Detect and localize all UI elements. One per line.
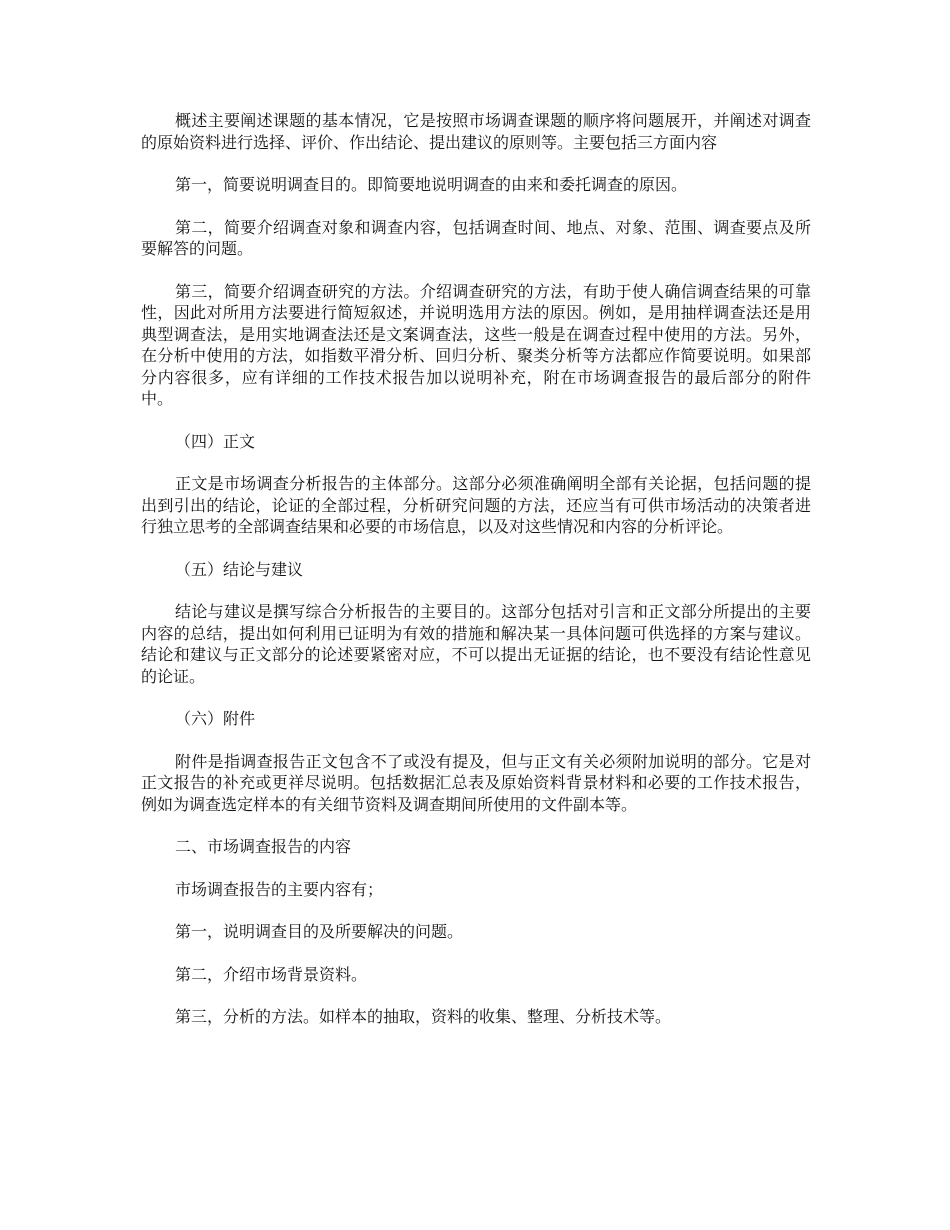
report-content-item-2: 第二，介绍市场背景资料。 <box>175 964 368 984</box>
section-heading-conclusion: （五）结论与建议 <box>175 559 304 579</box>
report-content-item-3: 第三，分析的方法。如样本的抽取，资料的收集、整理、分析技术等。 <box>175 1007 672 1026</box>
overview-paragraph: 概述主要阐述课题的基本情况，它是按照市场调查课题的顺序将问题展开，并阐述对调查的原始资料进行选择、评价、作出结论、提出建议的原则等。主要包括三方面内容 <box>141 111 811 152</box>
section-heading-appendix: （六）附件 <box>175 709 256 728</box>
main-body-paragraph: 正文是市场调查分析报告的主体部分。这部分必须准确阐明全部有关论据，包括问题的提出到引出的结论，论证的全部过程，分析研究问题的方法，还应当有可供市场活动的决策者进行独立思考的全部调查结果和必要的市场信息，以及对这些情况和内容的分析评论。 <box>141 474 811 536</box>
point-one-paragraph: 第一，简要说明调查目的。即简要地说明调查的由来和委托调查的原因。 <box>175 175 688 194</box>
section-heading-main-body: （四）正文 <box>175 431 256 451</box>
report-content-intro: 市场调查报告的主要内容有； <box>175 879 384 899</box>
section-heading-report-content: 二、市场调查报告的内容 <box>175 837 352 856</box>
point-two-paragraph: 第二，简要介绍调查对象和调查内容，包括调查时间、地点、对象、范围、调查要点及所要解答的问题。 <box>141 217 811 258</box>
document-page <box>141 110 811 1049</box>
conclusion-paragraph: 结论与建议是撰写综合分析报告的主要目的。这部分包括对引言和正文部分所提出的主要内容的总结，提出如何利用已证明为有效的措施和解决某一具体问题可供选择的方案与建议。结论和建议与正文部分的论述要紧密对应，不可以提出无证据的结论，也不要没有结论性意见的论证。 <box>141 602 811 686</box>
point-three-paragraph: 第三，简要介绍调查研究的方法。介绍调查研究的方法，有助于使人确信调查结果的可靠性，因此对所用方法要进行简短叙述，并说明选用方法的原因。例如，是用抽样调查法还是用典型调查法，是用实地调查法还是文案调查法，这些一般是在调查过程中使用的方法。另外，在分析中使用的方法，如指数平滑分析、回归分析、聚类分析等方法都应作简要说明。如果部分内容很多，应有详细的工作技术报告加以说明补充，附在市场调查报告的最后部分的附件中。 <box>141 281 811 408</box>
report-content-item-1: 第一，说明调查目的及所要解决的问题。 <box>175 922 464 941</box>
appendix-paragraph: 附件是指调查报告正文包含不了或没有提及，但与正文有关必须附加说明的部分。它是对正文报告的补充或更祥尽说明。包括数据汇总表及原始资料背景材料和必要的工作技术报告，例如为调查选定样本的有关细节资料及调查期间所使用的文件副本等。 <box>141 751 811 814</box>
